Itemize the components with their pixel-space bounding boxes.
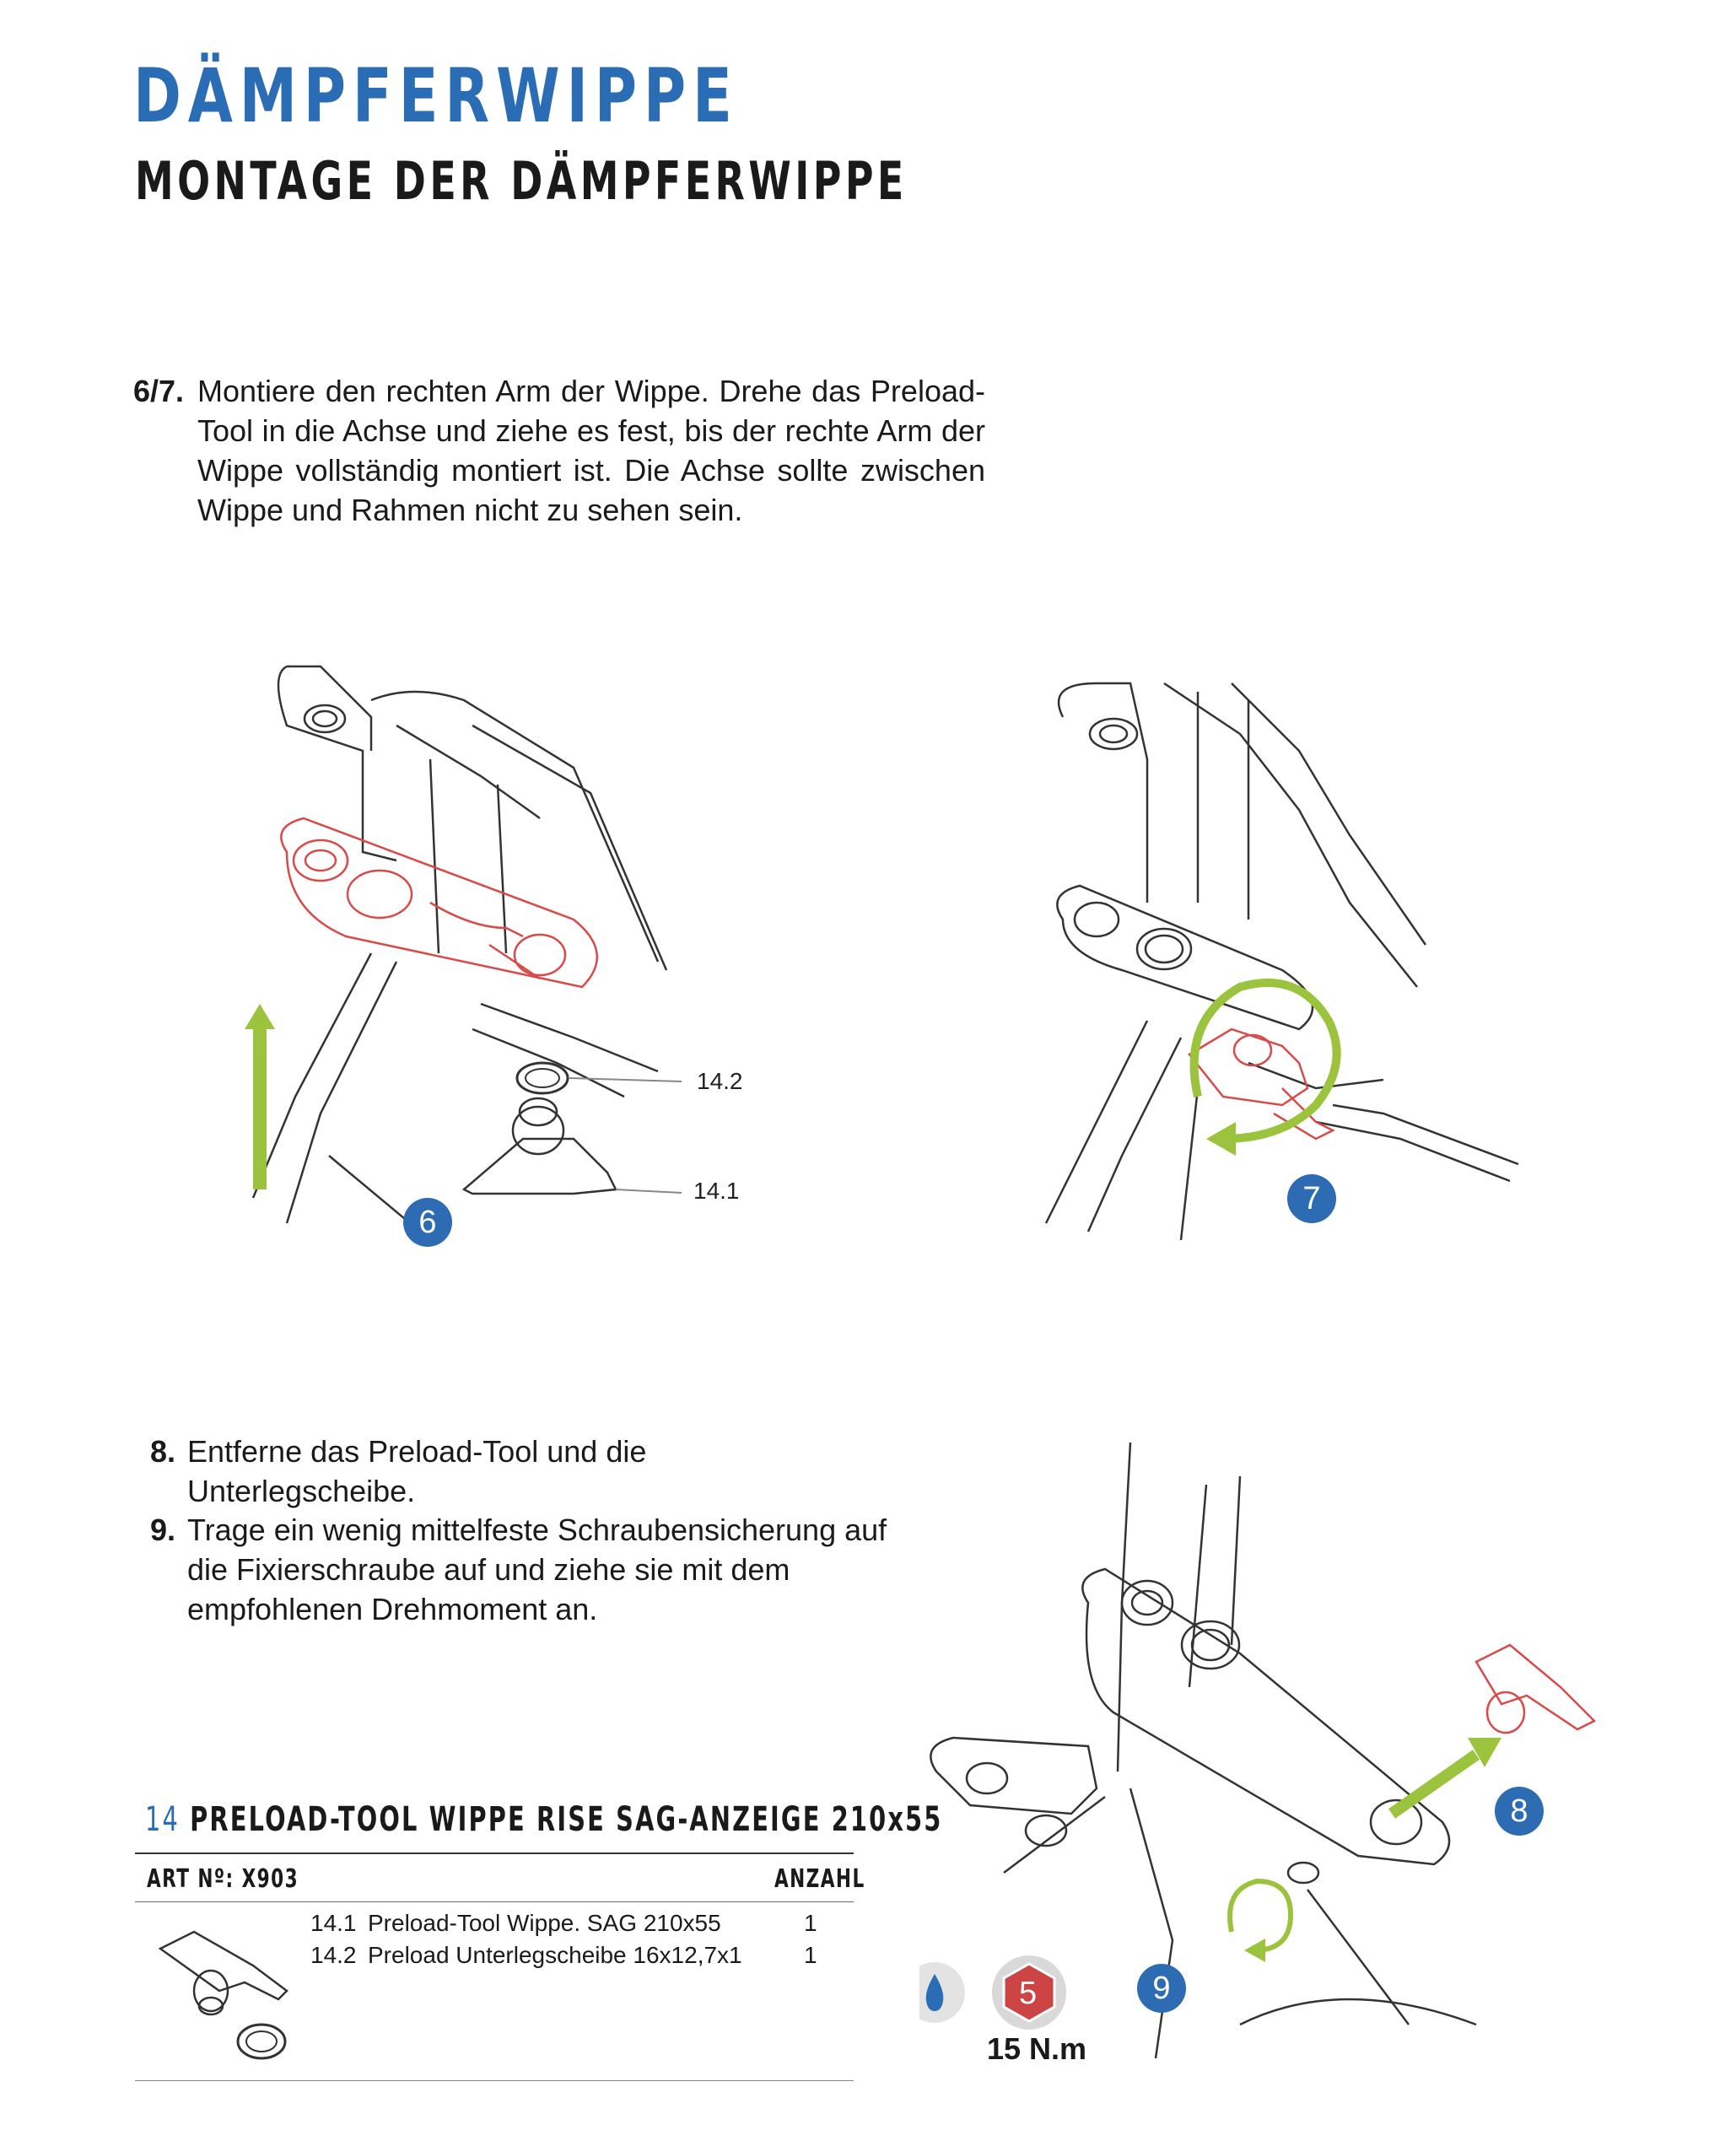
table-top-rule	[135, 1852, 854, 1854]
step-number: 9.	[150, 1513, 176, 1547]
callout-14-1: 14.1	[693, 1178, 740, 1204]
torque-value: 15 N.m	[987, 2031, 1087, 2066]
figure-step-6	[219, 650, 776, 1257]
parts-title	[145, 1800, 942, 1839]
quantity-header: ANZAHL	[774, 1864, 865, 1894]
page-title: DÄMPFERWIPPE	[133, 52, 739, 139]
table-header-rule	[135, 1901, 854, 1902]
page-subtitle: MONTAGE DER DÄMPFERWIPPE	[135, 150, 908, 212]
hex-size-label: 5	[1019, 1976, 1038, 2011]
table-bottom-rule	[135, 2080, 854, 2081]
step-badge-6: 6	[403, 1198, 452, 1247]
step-text: Trage ein wenig mittelfeste Schraubensicherung auf die Fixierschraube auf und ziehe sie mit dem empfohlenen Drehmoment an.	[187, 1513, 887, 1626]
figure-step-8-9	[919, 1434, 1620, 2058]
step-number: 8.	[150, 1434, 176, 1469]
part-qty: 1	[804, 1910, 817, 1936]
part-id: 14.2	[310, 1942, 357, 1968]
parts-number: 14	[145, 1800, 180, 1839]
preload-tool-thumbnail	[152, 1915, 304, 2067]
step-badge-8: 8	[1495, 1787, 1544, 1836]
callout-14-2: 14.2	[697, 1068, 743, 1094]
parts-title-text: PRELOAD-TOOL WIPPE RISE SAG-ANZEIGE 210x55	[190, 1800, 943, 1839]
part-name: Preload Unterlegscheibe 16x12,7x1	[368, 1942, 742, 1968]
part-name: Preload-Tool Wippe. SAG 210x55	[368, 1910, 721, 1936]
step-badge-7: 7	[1287, 1174, 1336, 1223]
step-badge-9: 9	[1137, 1964, 1186, 2013]
step-number: 6/7.	[133, 374, 185, 408]
part-id: 14.1	[310, 1910, 357, 1936]
figure-step-7	[1029, 666, 1552, 1240]
step-text: Montiere den rechten Arm der Wippe. Drehe das Preload-Tool in die Achse und ziehe es fest, bis der rechte Arm der Wippe vollständig montiert ist. Die Achse sollte zwischen Wippe und Rahmen nicht zu sehen sein.	[197, 374, 985, 527]
part-qty: 1	[804, 1942, 817, 1968]
art-number-label: ART Nº: X903	[147, 1864, 299, 1894]
step-text: Entferne das Preload-Tool und die Unterlegscheibe.	[187, 1434, 647, 1508]
